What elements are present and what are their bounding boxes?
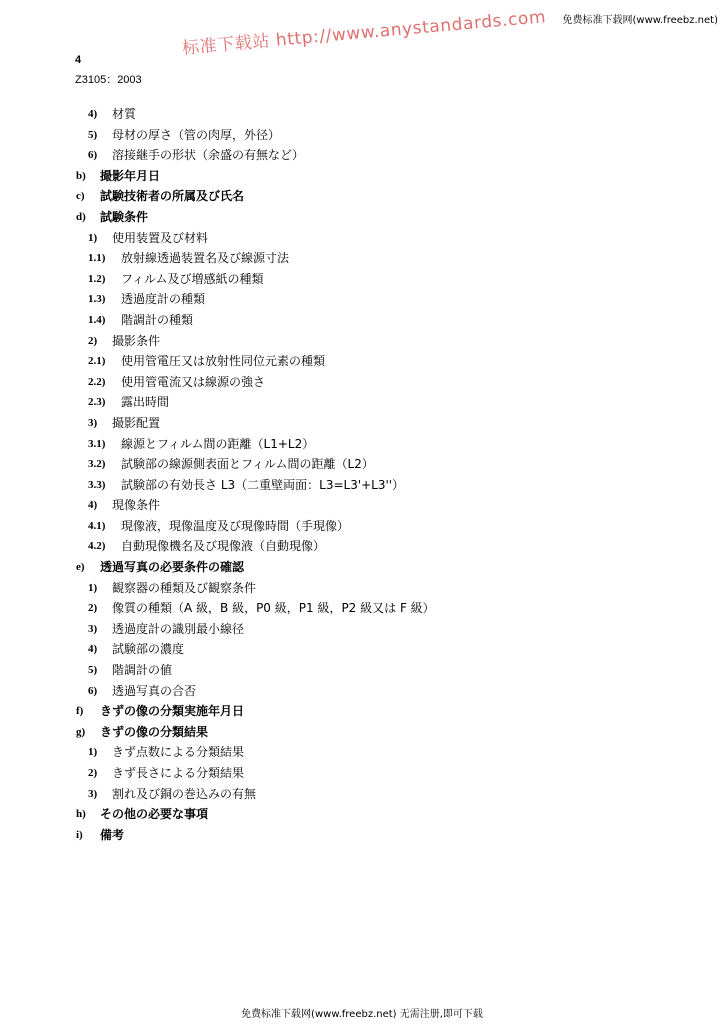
item-text: 材質: [112, 107, 137, 121]
item-text: 撮影配置: [112, 415, 161, 430]
list-item: [0, 475, 724, 496]
item-list: [0, 104, 724, 845]
item-number: 1.2): [88, 272, 106, 285]
item-number: h): [76, 808, 86, 821]
page-number: 4: [75, 54, 82, 66]
item-number: d): [76, 210, 86, 223]
item-number: 1): [88, 581, 98, 594]
item-text: 割れ及び銅の巻込みの有無: [112, 786, 257, 801]
item-text: 階調計の種類: [121, 312, 194, 327]
list-item: [0, 578, 724, 599]
item-text: きず長さによる分類結果: [112, 766, 245, 780]
item-text: 使用管電圧又は放射性同位元素の種類: [121, 354, 326, 369]
item-text: 試験部の線源側表面とフィルム間の距離（L2）: [121, 457, 374, 472]
item-text: 透過写真の合否: [112, 683, 197, 698]
item-number: 3.1): [88, 437, 106, 450]
list-item: [0, 289, 724, 310]
item-number: 1): [88, 231, 98, 244]
item-number: 1.3): [88, 293, 106, 306]
list-item: [0, 392, 724, 413]
item-number: 6): [88, 149, 98, 162]
item-number: 2): [88, 767, 98, 779]
item-number: 1.1): [88, 252, 106, 265]
list-item: [0, 639, 724, 660]
item-number: 4): [88, 643, 98, 656]
list-item: [0, 784, 724, 805]
item-number: b): [76, 169, 86, 182]
item-number: 4): [88, 499, 98, 512]
list-item: [0, 722, 724, 743]
item-text: きず点数による分類結果: [112, 745, 245, 760]
item-text: 露出時間: [121, 395, 170, 410]
item-text: きずの像の分類結果: [100, 724, 209, 739]
list-item: [0, 619, 724, 640]
item-text: 像質の種類（A 級，B 級，P0 級，P1 級，P2 級又は F 級）: [112, 601, 435, 616]
list-item: [0, 516, 724, 537]
list-item: [0, 742, 724, 763]
list-item: [0, 598, 724, 619]
item-text: フィルム及び増感紙の種類: [121, 271, 264, 286]
list-item: [0, 186, 724, 207]
list-item: [0, 495, 724, 516]
list-item: [0, 804, 724, 825]
item-text: 放射線透過装置名及び線源寸法: [121, 251, 290, 266]
item-text: 透過度計の種類: [121, 292, 206, 307]
item-number: 6): [88, 684, 98, 697]
item-text: 透過写真の必要条件の確認: [100, 560, 245, 575]
list-item: [0, 228, 724, 249]
item-number: 4): [88, 108, 98, 120]
item-text: 使用管電流又は線源の強さ: [121, 374, 266, 389]
watermark: 标准下载站 http://www.anystandards.com: [181, 7, 547, 59]
item-number: 2.2): [88, 375, 106, 388]
item-number: 3): [88, 416, 98, 429]
list-item: [0, 701, 724, 722]
item-text: 試験部の濃度: [112, 642, 185, 657]
item-number: 3.3): [88, 478, 106, 491]
list-item: [0, 207, 724, 228]
list-item: [0, 104, 724, 125]
list-item: [0, 372, 724, 393]
item-text: 撮影年月日: [100, 168, 161, 183]
item-number: 3.2): [88, 458, 106, 471]
item-number: 3): [88, 622, 98, 635]
list-item: [0, 557, 724, 578]
list-item: [0, 166, 724, 187]
item-number: 2): [88, 602, 98, 615]
list-item: [0, 681, 724, 702]
item-text: きずの像の分類実施年月日: [100, 704, 245, 719]
item-number: 5): [88, 664, 98, 677]
item-number: 4.2): [88, 540, 106, 553]
item-text: 現像液，現像温度及び現像時間（手現像）: [121, 518, 350, 533]
site-banner-bottom: 免费标准下载网(www.freebz.net) 无需注册,即可下载: [241, 1009, 483, 1020]
item-number: 2.1): [88, 355, 106, 368]
list-item: [0, 660, 724, 681]
item-text: 線源とフィルム間の距離（L1+L2）: [121, 436, 315, 451]
item-number: 4.1): [88, 519, 106, 532]
list-item: [0, 248, 724, 269]
item-text: 備考: [100, 827, 125, 842]
item-text: 現像条件: [112, 498, 161, 513]
list-item: [0, 145, 724, 166]
item-number: c): [76, 190, 85, 203]
site-banner-top: 免费标准下载网(www.freebz.net): [562, 15, 718, 26]
item-text: 撮影条件: [112, 333, 161, 348]
item-number: 2.3): [88, 396, 106, 409]
item-text: 自動現像機名及び現像液（自動現像）: [121, 539, 326, 554]
item-text: 透過度計の識別最小線径: [112, 621, 245, 636]
list-item: [0, 351, 724, 372]
item-text: 母材の厚さ（管の肉厚，外径）: [112, 127, 281, 142]
item-number: i): [76, 828, 83, 841]
list-item: [0, 434, 724, 455]
item-text: 観察器の種類及び観察条件: [112, 580, 257, 595]
item-number: 3): [88, 787, 98, 800]
list-item: [0, 763, 724, 784]
item-text: 使用装置及び材料: [112, 230, 209, 245]
list-item: [0, 413, 724, 434]
list-item: [0, 269, 724, 290]
item-number: e): [76, 561, 85, 574]
list-item: [0, 536, 724, 557]
item-number: 2): [88, 334, 98, 347]
item-number: 1.4): [88, 313, 106, 326]
item-number: g): [76, 725, 86, 738]
item-text: その他の必要な事項: [100, 807, 209, 822]
item-text: 試験条件: [100, 209, 149, 224]
standard-id: Z3105：2003: [75, 74, 142, 86]
item-text: 階調計の値: [112, 663, 173, 678]
list-item: [0, 310, 724, 331]
list-item: [0, 125, 724, 146]
item-number: f): [76, 705, 84, 718]
item-text: 溶接継手の形状（余盛の有無など）: [112, 148, 305, 163]
item-number: 1): [88, 746, 98, 759]
list-item: [0, 825, 724, 846]
item-text: 試験技術者の所属及び氏名: [100, 189, 245, 204]
item-number: 5): [88, 128, 98, 141]
list-item: [0, 454, 724, 475]
item-text: 試験部の有効長さ L3（二重壁両面：L3=L3'+L3''）: [121, 477, 405, 492]
list-item: [0, 331, 724, 352]
